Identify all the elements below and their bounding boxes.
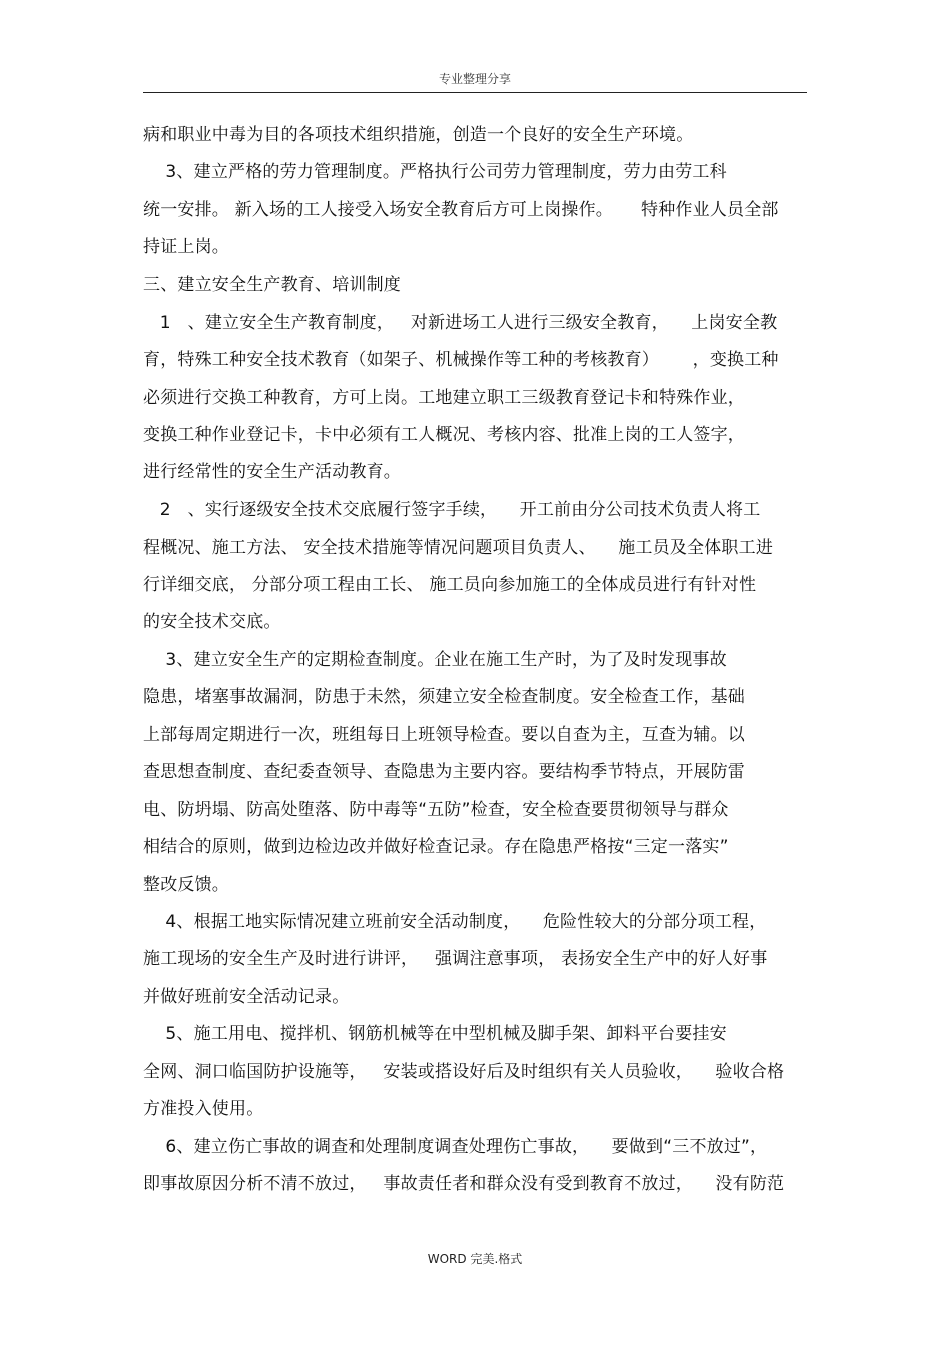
body-line: 3、建立安全生产的定期检查制度。企业在施工生产时，为了及时发现事故 [143, 650, 727, 670]
page-header: 专业整理分享 [438, 72, 511, 86]
body-line: 方准投入使用。 [143, 1099, 264, 1119]
body-line: 并做好班前安全活动记录。 [143, 987, 350, 1007]
body-line: 持证上岗。 [143, 237, 229, 257]
body-line: 进行经常性的安全生产活动教育。 [143, 462, 401, 482]
body-line: 上部每周定期进行一次，班组每日上班领导检查。要以自查为主，互查为辅。以 [143, 725, 745, 745]
body-line: 5、施工用电、搅拌机、钢筋机械等在中型机械及脚手架、卸料平台要挂安 [143, 1024, 727, 1044]
body-line: 必须进行交换工种教育，方可上岗。工地建立职工三级教育登记卡和特殊作业， [143, 388, 745, 408]
body-line: 的安全技术交底。 [143, 612, 281, 632]
header-rule [143, 92, 807, 93]
body-line: 1 、建立安全生产教育制度， 对新进场工人进行三级安全教育， 上岗安全教 [143, 313, 778, 333]
body-line: 程概况、施工方法、 安全技术措施等情况问题项目负责人、 施工员及全体职工进 [143, 538, 774, 558]
body-line: 2 、实行逐级安全技术交底履行签字手续， 开工前由分公司技术负责人将工 [143, 500, 761, 520]
section-heading: 三、建立安全生产教育、培训制度 [143, 275, 401, 295]
body-line: 即事故原因分析不清不放过， 事故责任者和群众没有受到教育不放过， 没有防范 [143, 1174, 785, 1194]
body-line: 相结合的原则，做到边检边改并做好检查记录。存在隐患严格按“三定一落实” [143, 837, 729, 857]
body-line: 施工现场的安全生产及时进行讲评， 强调注意事项， 表扬安全生产中的好人好事 [143, 949, 768, 969]
body-line: 变换工种作业登记卡，卡中必须有工人概况、考核内容、批准上岗的工人签字， [143, 425, 745, 445]
page-footer: WORD 完美.格式 [427, 1252, 523, 1266]
body-line: 整改反馈。 [143, 875, 229, 895]
body-line: 查思想查制度、查纪委查领导、查隐患为主要内容。要结构季节特点，开展防雷 [143, 762, 745, 782]
body-line: 全网、洞口临国防护设施等， 安装或搭设好后及时组织有关人员验收， 验收合格 [143, 1062, 785, 1082]
body-line: 行详细交底， 分部分项工程由工长、 施工员向参加施工的全体成员进行有针对性 [143, 575, 757, 595]
body-line: 病和职业中毒为目的各项技术组织措施，创造一个良好的安全生产环境。 [143, 125, 694, 145]
body-line: 育，特殊工种安全技术教育（如架子、机械操作等工种的考核教育） ，变换工种 [143, 350, 779, 370]
body-line: 3、建立严格的劳力管理制度。严格执行公司劳力管理制度，劳力由劳工科 [143, 162, 727, 182]
body-line: 电、防坍塌、防高处堕落、防中毒等“五防”检查，安全检查要贯彻领导与群众 [143, 800, 729, 820]
body-line: 统一安排。 新入场的工人接受入场安全教育后方可上岗操作。 特种作业人员全部 [143, 200, 779, 220]
body-line: 4、根据工地实际情况建立班前安全活动制度， 危险性较大的分部分项工程， [143, 912, 767, 932]
body-line: 6、建立伤亡事故的调查和处理制度调查处理伤亡事故， 要做到“三不放过”， [143, 1137, 768, 1157]
body-line: 隐患，堵塞事故漏洞，防患于未然，须建立安全检查制度。安全检查工作，基础 [143, 687, 745, 707]
